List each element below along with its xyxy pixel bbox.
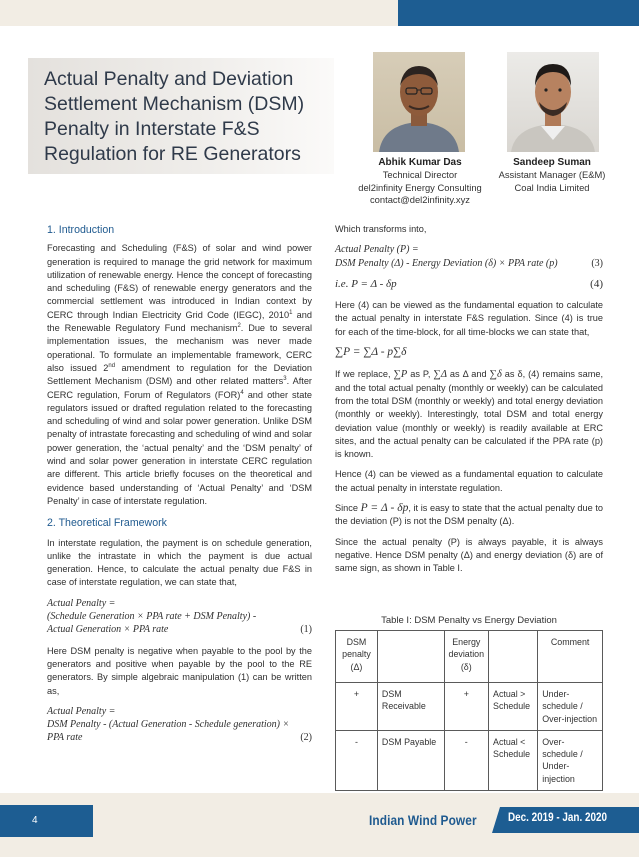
author-email[interactable]: contact@del2infinity.xyz [369,193,470,205]
section-heading-introduction: 1. Introduction [47,224,115,236]
hence-paragraph: Hence (4) can be viewed as a fundamental equation to calculate the actual penalty in interstate regulation. [335,469,603,493]
sign-paragraph: Since the actual penalty (P) is always payable, it is always negative. Hence DSM penalty (Δ) and energy deviation (δ) are of same sign, as shown in Table I. [335,536,603,574]
table-cell: Actual < Schedule [489,730,538,790]
header-cell: DSM penalty (Δ) [336,631,378,683]
table-cell: + [444,683,489,731]
equation-number: (4) [590,277,603,290]
since-paragraph: Since P = Δ - δp, it is easy to state that the actual penalty due to the deviation (P) is not the DSM penalty (Δ). [335,502,604,527]
dsm-vs-deviation-table [335,630,603,791]
author-photo-abhik [373,52,465,152]
top-accent-bar [398,0,639,26]
left-column [47,224,312,753]
header-cell: Comment [538,631,603,683]
equation-number: (1) [300,624,312,636]
table-header-row [336,631,603,683]
table-row [336,683,603,731]
header-cell [377,631,444,683]
table-cell: DSM Payable [377,730,444,790]
header-cell [489,631,538,683]
table-caption: Table I: DSM Penalty vs Energy Deviation [381,615,557,626]
header-cell: Energy deviation (δ) [444,631,489,683]
author-name: Sandeep Suman [513,157,591,168]
magazine-name: Indian Wind Power [369,813,477,828]
author-photo-sandeep [507,52,599,152]
author-credit-abhik [350,157,490,206]
right-column [335,223,603,583]
equation-number: (2) [300,732,312,744]
equation-3: Actual Penalty (P) = DSM Penalty (Δ) - Energy Deviation (δ) × PPA rate (p) (3) [335,244,603,269]
issue-date: Dec. 2019 - Jan. 2020 [508,812,607,824]
equation-1: Actual Penalty = (Schedule Generation × PPA rate + DSM Penalty) - Actual Generation × PPA rate (1) [47,597,312,636]
intro-paragraph: Forecasting and Scheduling (F&S) of solar and wind power generation is required to manage the grid network for maximum utilization of renewable energy. Hence the concept of forecasting and scheduling (F&S) of renewable energy generators and the commercial settlement was introduced in Indian context by CERC through Indian Electricity Grid Code (IEGC), 2010$^1$ and the Renewable Regulatory Fund mechanism$^2$. Due to several implementation issues, the mechanism was never made operational. To formulate an implementable framework, CERC also issued 2nd amendment to regulation for the Deviation Settlement Mechanism (DSM) and other related matters$^3$. After CERC regulation, Forum of Regulators (FOR)$^4$ and other state regulators issued or drafted regulation related to the forecasting and scheduling of wind and solar power generation. Unlike DSM penalty of intrastate forecasting and scheduling of wind and solar power generation, the ‘actual penalty’ and the ‘DSM penalty’ of wind and solar power generation in interstate CERC regulation are different. This article briefly focuses on the theoretical and evidence based understanding of ‘Actual Penalty’ and ‘DSM Penalty’ in case of interstate regulation. [47,243,313,506]
table-cell: Actual > Schedule [489,683,538,731]
theory-paragraph: In interstate regulation, the payment is on schedule generation, unlike the intrastate in which the payment is due actual generation. Hence, to calculate the actual penalty due F&S in case of interstate regulation, we can state that, [47,537,312,588]
replacement-paragraph: If we replace, ∑P as P, ∑Δ as Δ and ∑δ as δ, (4) remains same, and the total actual penalty (monthly or weekly) can be calculated from the total DSM (monthly or weekly) and total energy deviation (monthly or weekly). Interestingly, total DSM and total energy deviation value (monthly or weekly) is readily available at ERC sites, and the actual penalty can be calculated if the PPA rate (p) is known. [335,369,604,460]
article-title: Actual Penalty and Deviation Settlement Mechanism (DSM) Penalty in Interstate F&S Regulation for RE Generators [44,68,305,165]
dsm-sign-paragraph: Here DSM penalty is negative when payable to the pool by the generators and positive when payable by the pool to the RE generators. By simple algebraic manipulation (1) can be written as, [47,645,312,696]
table-cell: - [444,730,489,790]
page-number-tab [0,805,93,837]
table-cell: DSM Receivable [377,683,444,731]
page-number: 4 [32,815,38,826]
section-heading-theoretical-framework: 2. Theoretical Framework [47,517,167,530]
fundamental-equation-paragraph: Here (4) can be viewed as the fundamental equation to calculate the actual penalty in interstate F&S regulation. Since (4) is true for each of the time-block, for all time-blocks we can state that, [335,300,603,337]
author-role: Assistant Manager (E&M) [498,169,606,181]
portrait-1-illustration [373,52,465,152]
author-org: Coal India Limited [514,181,590,193]
table-cell: - [336,730,378,790]
author-credit-sandeep [482,157,622,194]
table-row [336,730,603,790]
equation-4: i.e. P = Δ - δp (4) [335,277,603,290]
equation-sum: ∑P = ∑Δ - p∑δ [335,346,407,359]
equation-number: (3) [591,257,603,269]
author-name: Abhik Kumar Das [378,157,462,168]
table-cell: Over-schedule / Under-injection [538,730,603,790]
author-role: Technical Director [382,169,458,181]
equation-2: Actual Penalty = DSM Penalty - (Actual Generation - Schedule generation) × PPA rate (2) [47,705,312,744]
portrait-2-illustration [507,52,599,152]
author-org: del2infinity Energy Consulting [358,181,482,193]
table-cell: Under-schedule / Over-injection [538,683,603,731]
transforms-text: Which transforms into, [335,224,427,234]
table-cell: + [336,683,378,731]
